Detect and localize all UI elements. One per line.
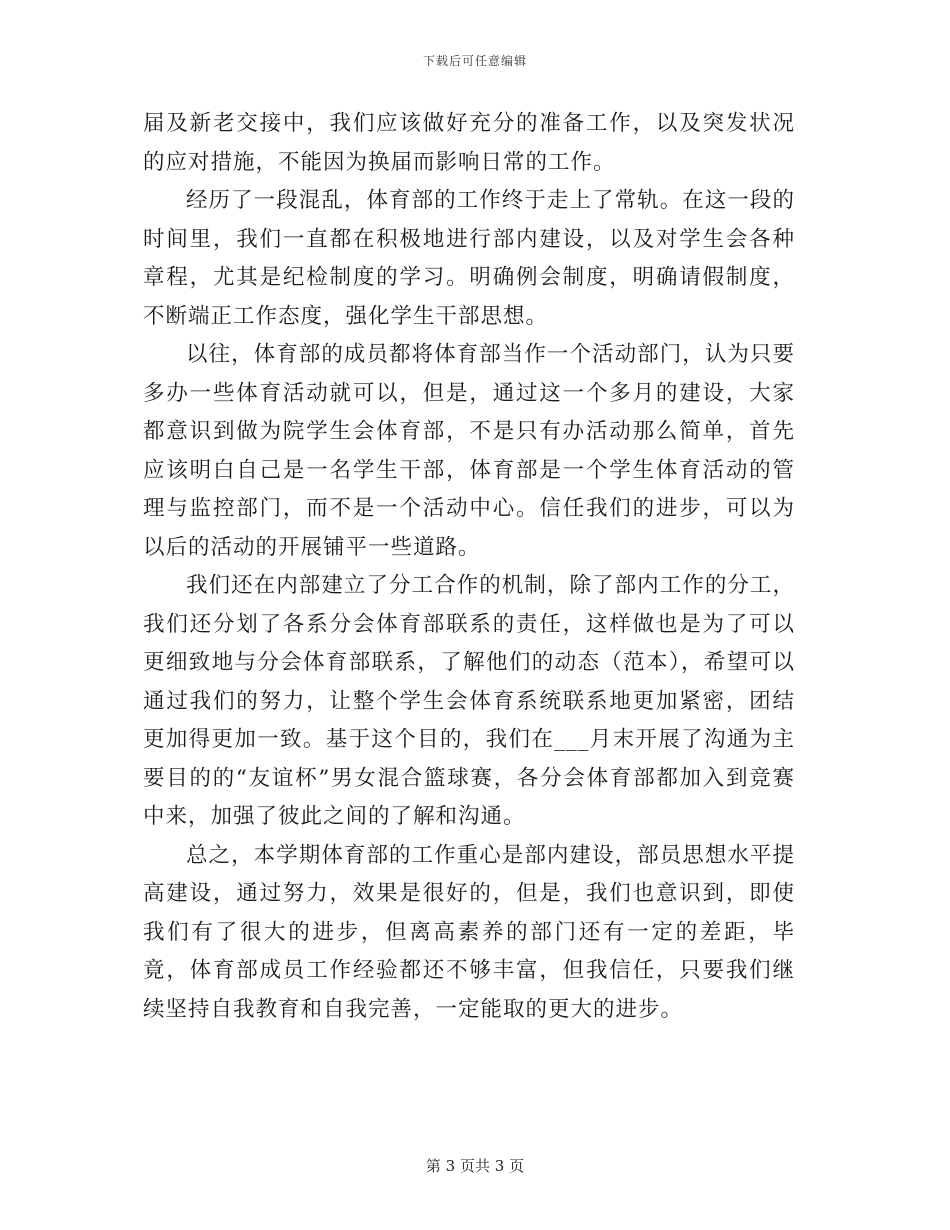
document-body [143, 105, 795, 1029]
paragraph-5: 总之，本学期体育部的工作重心是部内建设，部员思想水平提高建设，通过努力，效果是很好的，但是，我们也意识到，即使我们有了很大的进步，但离高素养的部门还有一定的差距，毕竟，体育部成员工作经验都还不够丰富，但我信任，只要我们继续坚持自我教育和自我完善，一定能取的更大的进步。 [143, 842, 795, 1022]
paragraph-3: 以往，体育部的成员都将体育部当作一个活动部门，认为只要多办一些体育活动就可以，但是，通过这一个多月的建设，大家都意识到做为院学生会体育部，不是只有办活动那么简单，首先应该明白自己是一名学生干部，体育部是一个学生体育活动的管理与监控部门，而不是一个活动中心。信任我们的进步，可以为以后的活动的开展铺平一些道路。 [143, 342, 795, 560]
page-footer: 第 3 页共 3 页 [425, 1157, 525, 1175]
paragraph-4: 我们还在内部建立了分工合作的机制，除了部内工作的分工，我们还分划了各系分会体育部联系的责任，这样做也是为了可以更细致地与分会体育部联系，了解他们的动态（范本），希望可以通过我们的努力，让整个学生会体育系统联系地更加紧密，团结更加得更加一致。基于这个目的，我们在___月末开展了沟通为主要目的的“友谊杯”男女混合篮球赛，各分会体育部都加入到竞赛中来，加强了彼此之间的了解和沟通。 [143, 573, 795, 829]
paragraph-2: 经历了一段混乱，体育部的工作终于走上了常轨。在这一段的时间里，我们一直都在积极地进行部内建设，以及对学生会各种章程，尤其是纪检制度的学习。明确例会制度，明确请假制度，不断端正工作态度，强化学生干部思想。 [143, 188, 795, 329]
paragraph-1: 届及新老交接中，我们应该做好充分的准备工作，以及突发状况的应对措施，不能因为换届而影响日常的工作。 [143, 111, 795, 175]
page-header: 下载后可任意编辑 [422, 54, 527, 68]
